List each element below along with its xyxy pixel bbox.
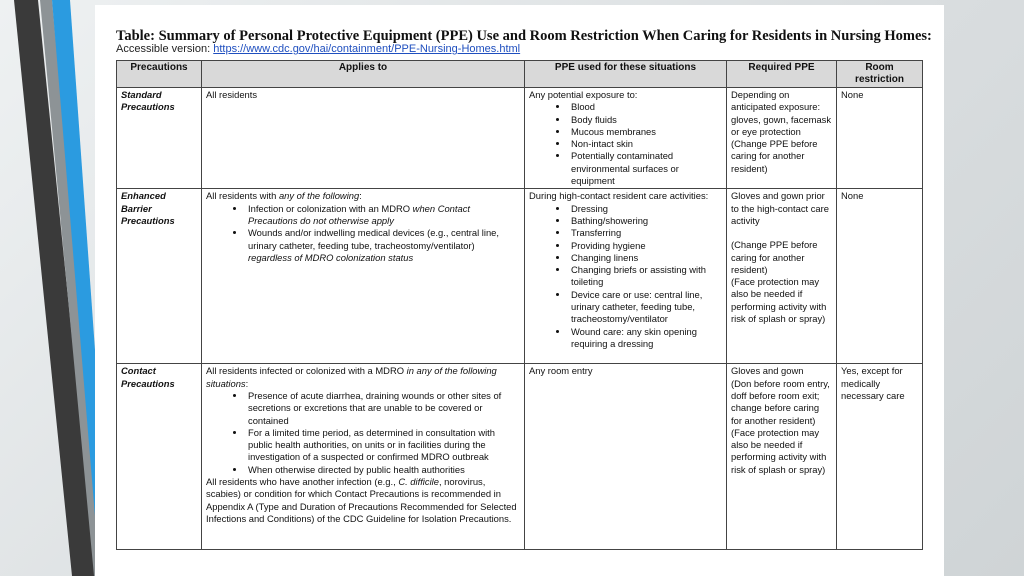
contact-applies-intro bbox=[206, 365, 520, 390]
accessible-label: Accessible version: bbox=[116, 43, 211, 55]
text: All residents with bbox=[206, 190, 279, 202]
accessible-version-line bbox=[116, 43, 520, 55]
contact-required-face: (Face protection may also be needed if performing activity with risk of splash or spray) bbox=[731, 426, 827, 475]
header-row bbox=[117, 61, 923, 88]
spacer bbox=[731, 227, 832, 239]
text: All residents who have another infection (e.g., bbox=[206, 476, 399, 488]
enhanced-required-text: Gloves and gown prior to the high-contact care activity bbox=[731, 190, 829, 226]
list-item bbox=[246, 203, 520, 228]
list-item: • Potentially contaminated environmental surfaces or equipment bbox=[569, 150, 722, 187]
enhanced-applies-list bbox=[206, 203, 520, 264]
text: any of the following bbox=[278, 190, 360, 202]
text: in any of the following situations bbox=[206, 365, 497, 389]
header-ppe-used: PPE used for these situations bbox=[525, 61, 727, 88]
standard-room: None bbox=[837, 88, 923, 189]
standard-required bbox=[727, 88, 837, 189]
header-applies-to: Applies to bbox=[202, 61, 525, 88]
contact-applies bbox=[202, 364, 525, 550]
list-item: • For a limited time period, as determined in consultation with public health authorities, on units or in facilities during the investigation of a suspected or confirmed MDRO outbreak bbox=[246, 427, 520, 464]
text: regardless of MDRO colonization status bbox=[248, 251, 414, 263]
text: C. difficile bbox=[398, 476, 439, 488]
decorative-stripes bbox=[0, 0, 110, 576]
standard-ppe bbox=[525, 88, 727, 189]
text: when Contact Precautions do not otherwise apply bbox=[248, 202, 470, 226]
list-item: • Providing hygiene bbox=[569, 240, 722, 252]
enhanced-ppe-list bbox=[529, 203, 722, 351]
enhanced-applies bbox=[202, 189, 525, 364]
list-item: • Dressing bbox=[569, 203, 722, 215]
contact-required-text: Gloves and gown bbox=[731, 365, 804, 377]
list-item: • Transferring bbox=[569, 227, 722, 239]
list-item: • Changing briefs or assisting with toileting bbox=[569, 264, 722, 289]
enhanced-room: None bbox=[837, 189, 923, 364]
text: Wounds and/or indwelling medical devices (e.g., central line, urinary catheter, feeding tube, tracheostomy/ventilator) bbox=[248, 227, 500, 251]
table-row-contact bbox=[117, 364, 923, 550]
contact-applies-list bbox=[206, 390, 520, 476]
list-item: • Body fluids bbox=[569, 114, 722, 126]
header-precautions: Precautions bbox=[117, 61, 202, 88]
table-title: Table: Summary of Personal Protective Equipment (PPE) Use and Room Restriction When Caring for Residents in Nursing Homes: bbox=[116, 28, 932, 44]
text: All residents infected or colonized with a MDRO bbox=[206, 365, 407, 377]
list-item: • Changing linens bbox=[569, 252, 722, 264]
standard-required-text: Depending on anticipated exposure: gloves, gown, facemask or eye protection bbox=[731, 89, 832, 137]
enhanced-required-note: (Change PPE before caring for another resident) bbox=[731, 239, 818, 275]
standard-required-note: (Change PPE before caring for another resident) bbox=[731, 138, 818, 174]
contact-other-infection bbox=[206, 476, 520, 525]
standard-ppe-intro: Any potential exposure to: bbox=[529, 89, 638, 100]
standard-applies: All residents bbox=[202, 88, 525, 189]
list-item: • Blood bbox=[569, 101, 722, 113]
text: : bbox=[359, 190, 362, 202]
enhanced-ppe-intro: During high-contact resident care activities: bbox=[529, 190, 709, 202]
ppe-table bbox=[116, 60, 923, 550]
enhanced-applies-intro bbox=[206, 190, 520, 202]
standard-ppe-list bbox=[529, 101, 722, 187]
list-item: • When otherwise directed by public health authorities bbox=[246, 464, 520, 476]
standard-precaution-name: Standard Precautions bbox=[117, 88, 202, 189]
contact-required-note: (Don before room entry, doff before room exit; change before caring for another resident) bbox=[731, 377, 830, 426]
table-row-standard bbox=[117, 88, 923, 189]
contact-precaution-name: Contact Precautions bbox=[117, 364, 202, 550]
contact-required bbox=[727, 364, 837, 550]
list-item: • Presence of acute diarrhea, draining wounds or other sites of secretions or excretions that are unable to be covered or contained bbox=[246, 390, 520, 427]
list-item: • Non-intact skin bbox=[569, 138, 722, 150]
enhanced-required-face: (Face protection may also be needed if performing activity with risk of splash or spray) bbox=[731, 276, 827, 325]
list-item bbox=[246, 227, 520, 264]
list-item: • Mucous membranes bbox=[569, 126, 722, 138]
text: Infection or colonization with an MDRO bbox=[248, 202, 413, 214]
list-item: • Bathing/showering bbox=[569, 215, 722, 227]
header-required-ppe: Required PPE bbox=[727, 61, 837, 88]
enhanced-required bbox=[727, 189, 837, 364]
text: , norovirus, scabies) or condition for which Contact Precautions is recommended in Appendix A (Type and Duration of Precautions Recommended for Selected Infections and Conditions) of the CDC Guideline for Isolation Precautions. bbox=[206, 476, 517, 524]
accessible-version-link[interactable]: https://www.cdc.gov/hai/containment/PPE-Nursing-Homes.html bbox=[213, 43, 521, 55]
contact-ppe: Any room entry bbox=[525, 364, 727, 550]
enhanced-ppe bbox=[525, 189, 727, 364]
enhanced-precaution-name: Enhanced Barrier Precautions bbox=[117, 189, 202, 364]
text: : bbox=[245, 377, 249, 389]
header-room-restriction: Room restriction bbox=[837, 61, 923, 88]
list-item: • Wound care: any skin opening requiring a dressing bbox=[569, 326, 722, 351]
contact-room: Yes, except for medically necessary care bbox=[837, 364, 923, 550]
list-item: • Device care or use: central line, urinary catheter, feeding tube, tracheostomy/ventilator bbox=[569, 289, 722, 326]
table-row-enhanced bbox=[117, 189, 923, 364]
